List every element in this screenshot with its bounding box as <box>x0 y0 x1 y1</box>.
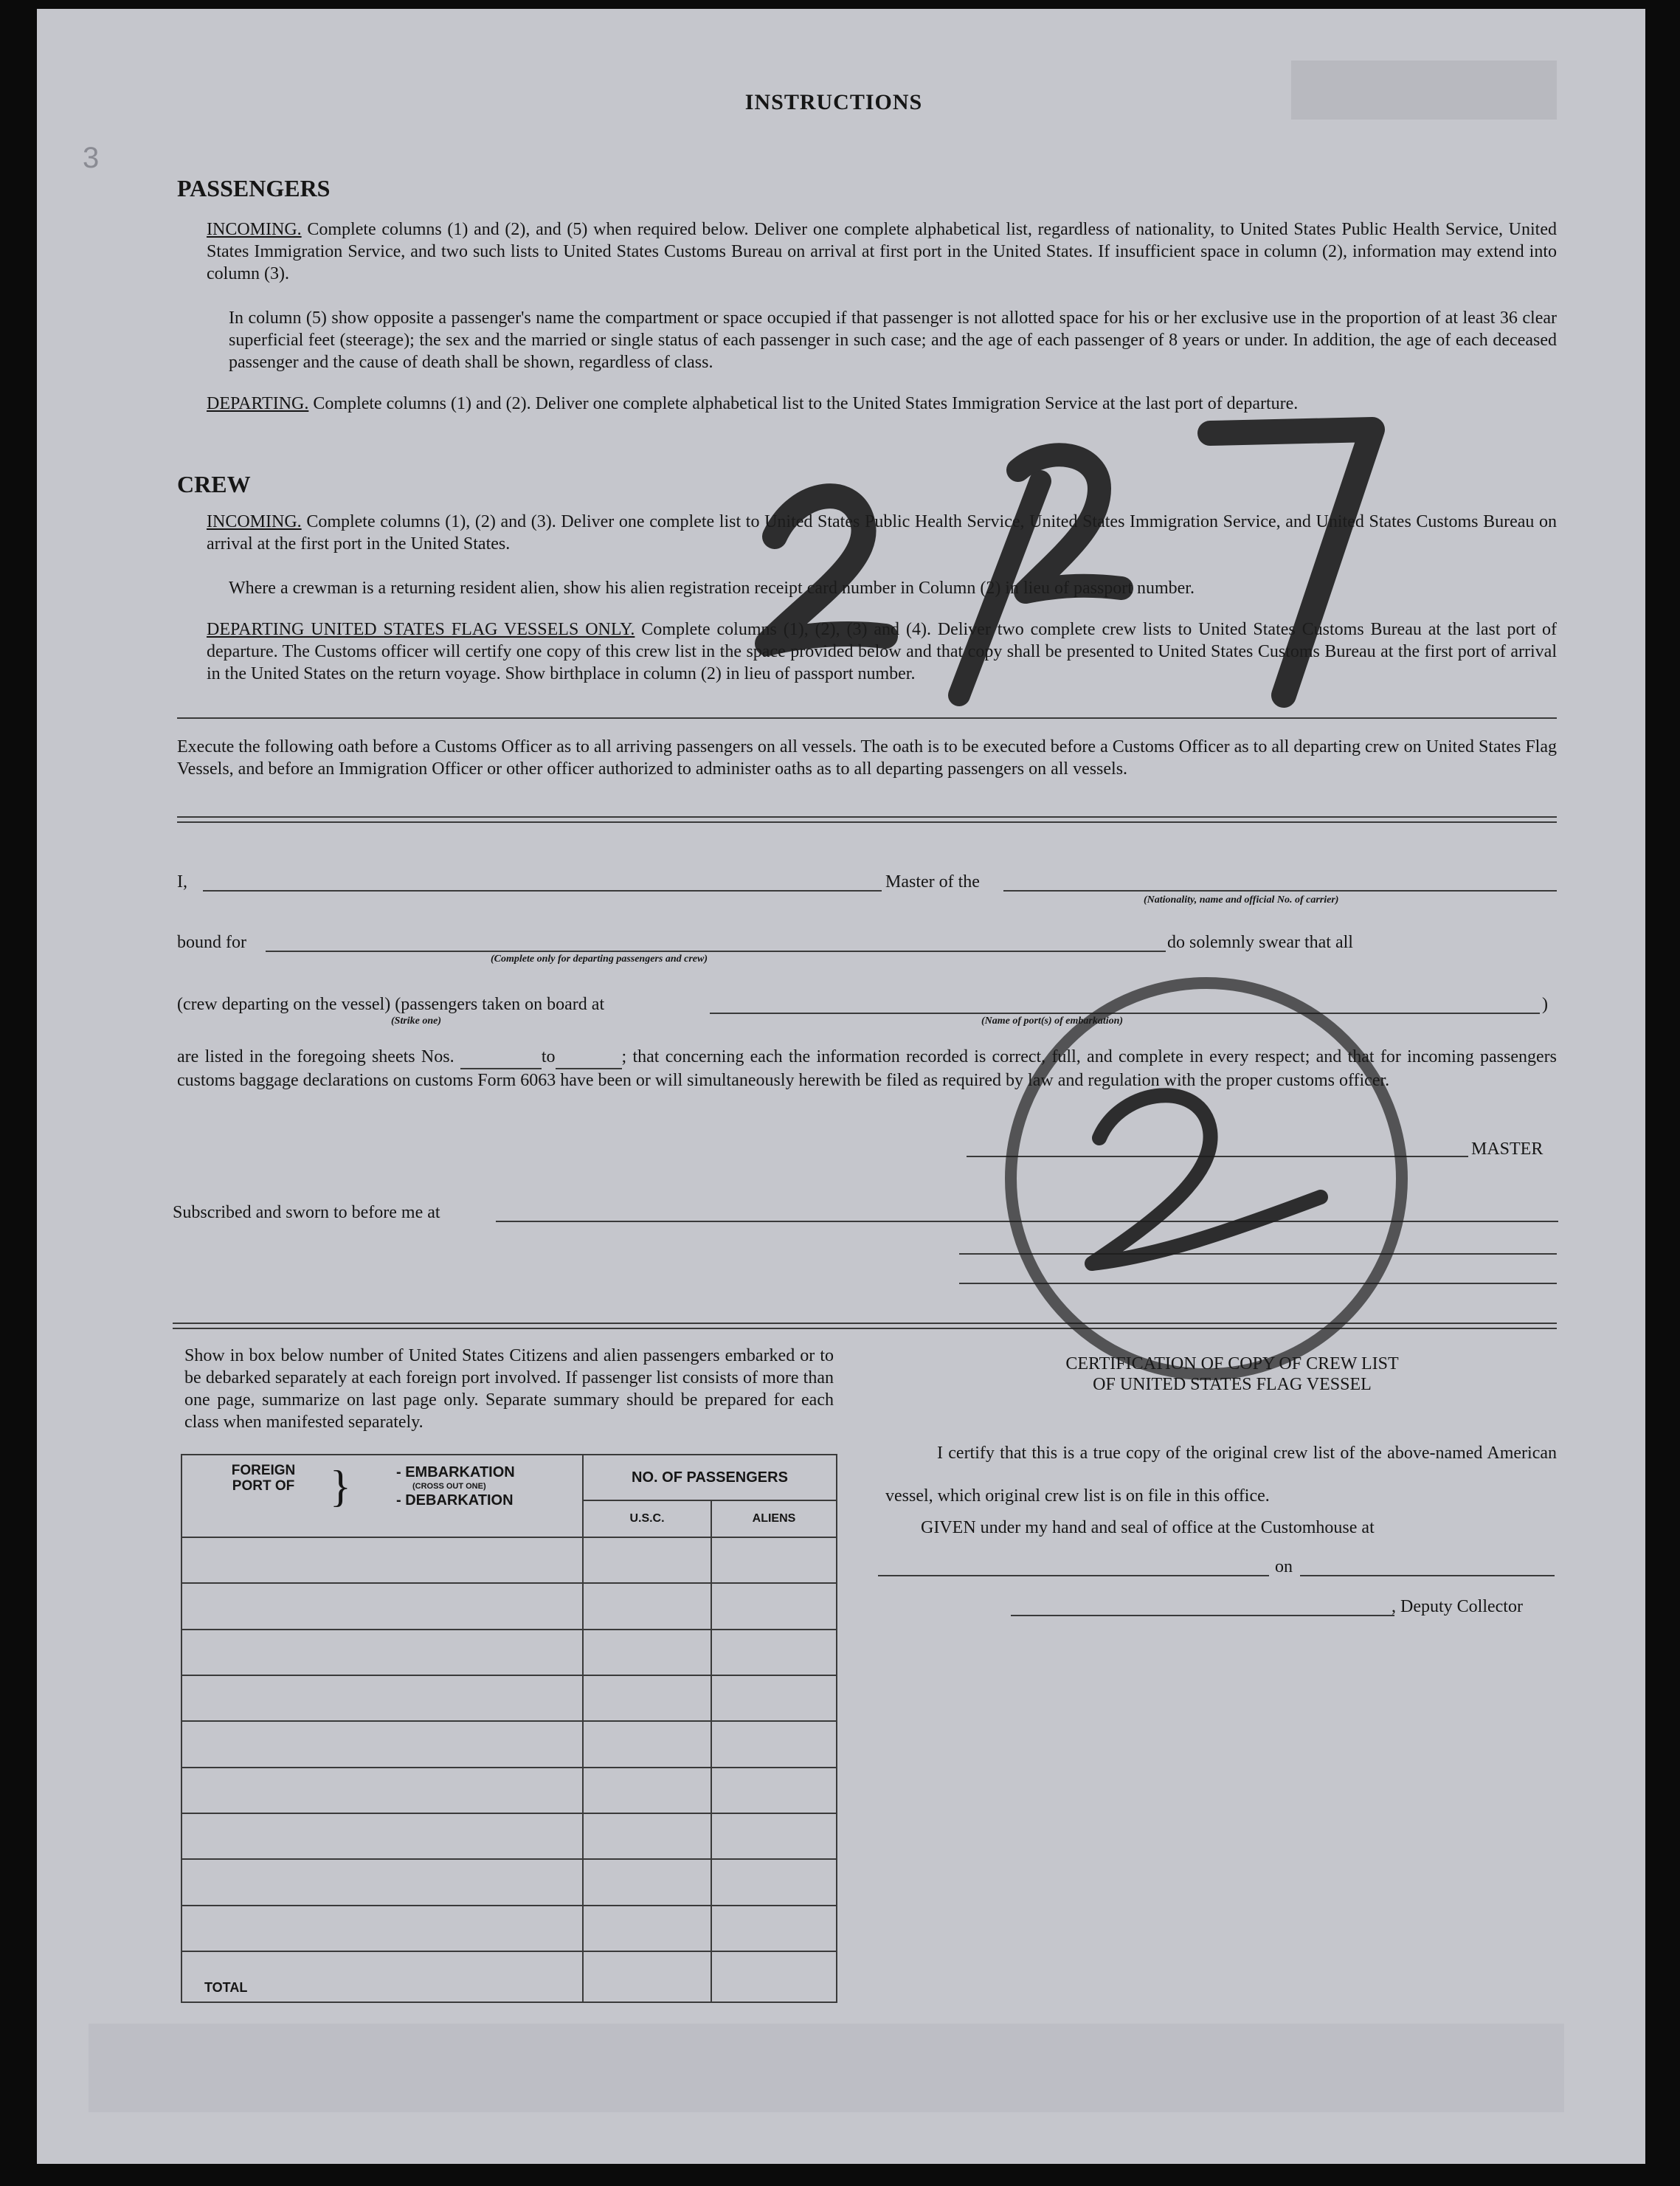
aliens-header: ALIENS <box>711 1500 837 1537</box>
debarkation-label: - DEBARKATION <box>396 1492 514 1509</box>
oath-intro: Execute the following oath before a Customs Officer as to all arriving passengers on all vessels. The oath is to be executed before a Customs Officer as to all departing crew on United States Flag Vessels, and before an Immigration Officer or other officer authorized to administer oaths as to all departing passengers on all vessels. <box>177 737 1557 779</box>
embarkation-label: - EMBARKATION <box>396 1464 515 1480</box>
port-header-cell: FOREIGN PORT OF } - EMBARKATION (CROSS OUT ONE) - DEBARKATION <box>182 1455 583 1537</box>
passengers-incoming-label: INCOMING. <box>207 220 302 239</box>
certification-title-1: CERTIFICATION OF COPY OF CREW LIST <box>1065 1354 1399 1373</box>
strike-one-caption: (Strike one) <box>391 1016 442 1027</box>
no-of-passengers-header: NO. OF PASSENGERS <box>583 1455 837 1500</box>
crew-departing-text: Complete columns (1), (2), (3) and (4). Deliver two complete crew lists to United States Customs Bureau at the last port of departure. The Customs officer will certify one copy of this crew list in the space provided below and that copy shall be presented to United States Customs Bureau at the first port of arrival in the United States on the return voyage. Show birthplace in column (2) in lieu of passport number. <box>207 620 1558 683</box>
crew-departing-label: DEPARTING UNITED STATES FLAG VESSELS ONLY. <box>207 620 635 639</box>
page-title: INSTRUCTIONS <box>744 90 923 114</box>
nationality-caption: (Nationality, name and official No. of carrier) <box>1144 894 1339 906</box>
margin-number: 3 <box>83 142 100 174</box>
given-text: GIVEN under my hand and seal of office at the Customhouse at <box>921 1518 1375 1537</box>
bound-for-label: bound for <box>177 933 246 952</box>
usc-header: U.S.C. <box>583 1500 711 1537</box>
on-label: on <box>1275 1557 1293 1576</box>
cross-out-one: (CROSS OUT ONE) <box>412 1482 486 1491</box>
master-of-label: Master of the <box>885 872 980 892</box>
crew-incoming-label: INCOMING. <box>207 512 302 531</box>
oath-i-label: I, <box>177 872 187 892</box>
crew-heading: CREW <box>177 471 251 497</box>
passengers-incoming-text: Complete columns (1) and (2), and (5) when required below. Deliver one complete alphabetical list, regardless of nationality, to United States Public Health Service, United States Immigration Service, and two such lists to United States Customs Bureau on arrival at first port in the United States. If insufficient space in column (2), information may extend into column (3). <box>207 220 1558 283</box>
passengers-heading: PASSENGERS <box>177 175 331 201</box>
listed-text-end: ; that concerning each the information recorded is correct, full, and complete in every respect; and that for incoming passengers customs baggage declarations on customs Form 6063 have been or will simultaneously herewith be filed as required by law and regulation with the proper customs officer. <box>177 1047 1557 1090</box>
ports-caption: (Name of port(s) of embarkation) <box>981 1016 1124 1027</box>
master-label: MASTER <box>1471 1139 1544 1159</box>
listed-text-start: are listed in the foregoing sheets Nos. <box>177 1047 454 1066</box>
total-label: TOTAL <box>182 1951 583 2002</box>
deputy-collector-label: , Deputy Collector <box>1392 1597 1523 1616</box>
summary-instructions: Show in box below number of United States Citizens and alien passengers embarked or to be debarked separately at each foreign port involved. If passenger list consists of more than one page, summarize on last page only. Separate summary should be prepared for each class when manifested separately. <box>184 1346 834 1432</box>
subscribed-label: Subscribed and sworn to before me at <box>173 1203 440 1222</box>
certify-text: I certify that this is a true copy of the original crew list of the above-named American vessel, which original crew list is on file in this office. <box>885 1444 1557 1506</box>
handwriting-overlay <box>37 9 1645 2164</box>
passengers-column5-text: In column (5) show opposite a passenger's name the compartment or space occupied if that passenger is not allotted space for his or her exclusive use in the proportion of at least 36 clear superficial feet (steerage); the sex and the married or single status of each passenger in such case; and the age of each passenger of 8 years or under. In addition, the age of each deceased passenger and the cause of death shall be shown, regardless of class. <box>229 308 1557 372</box>
passengers-departing-label: DEPARTING. <box>207 394 309 413</box>
closing-paren: ) <box>1542 995 1548 1014</box>
crew-departing-label: (crew departing on the vessel) (passengers taken on board at <box>177 995 605 1014</box>
complete-only-caption: (Complete only for departing passengers and crew) <box>491 954 708 965</box>
certification-title-2: OF UNITED STATES FLAG VESSEL <box>1093 1375 1372 1394</box>
foreign-port-of: FOREIGN PORT OF <box>231 1463 296 1494</box>
document-page <box>37 9 1645 2164</box>
crew-resident-text: Where a crewman is a returning resident alien, show his alien registration receipt card number in Column (2) in lieu of passport number. <box>229 579 1195 598</box>
swear-label: do solemnly swear that all <box>1167 933 1353 952</box>
listed-to: to <box>541 1047 556 1066</box>
passengers-departing-text: Complete columns (1) and (2). Deliver one complete alphabetical list to the United States Immigration Service at the last port of departure. <box>313 394 1299 413</box>
crew-incoming-text: Complete columns (1), (2) and (3). Deliver one complete list to United States Public Health Service, United States Immigration Service, and United States Customs Bureau on arrival at the first port in the United States. <box>207 512 1558 554</box>
